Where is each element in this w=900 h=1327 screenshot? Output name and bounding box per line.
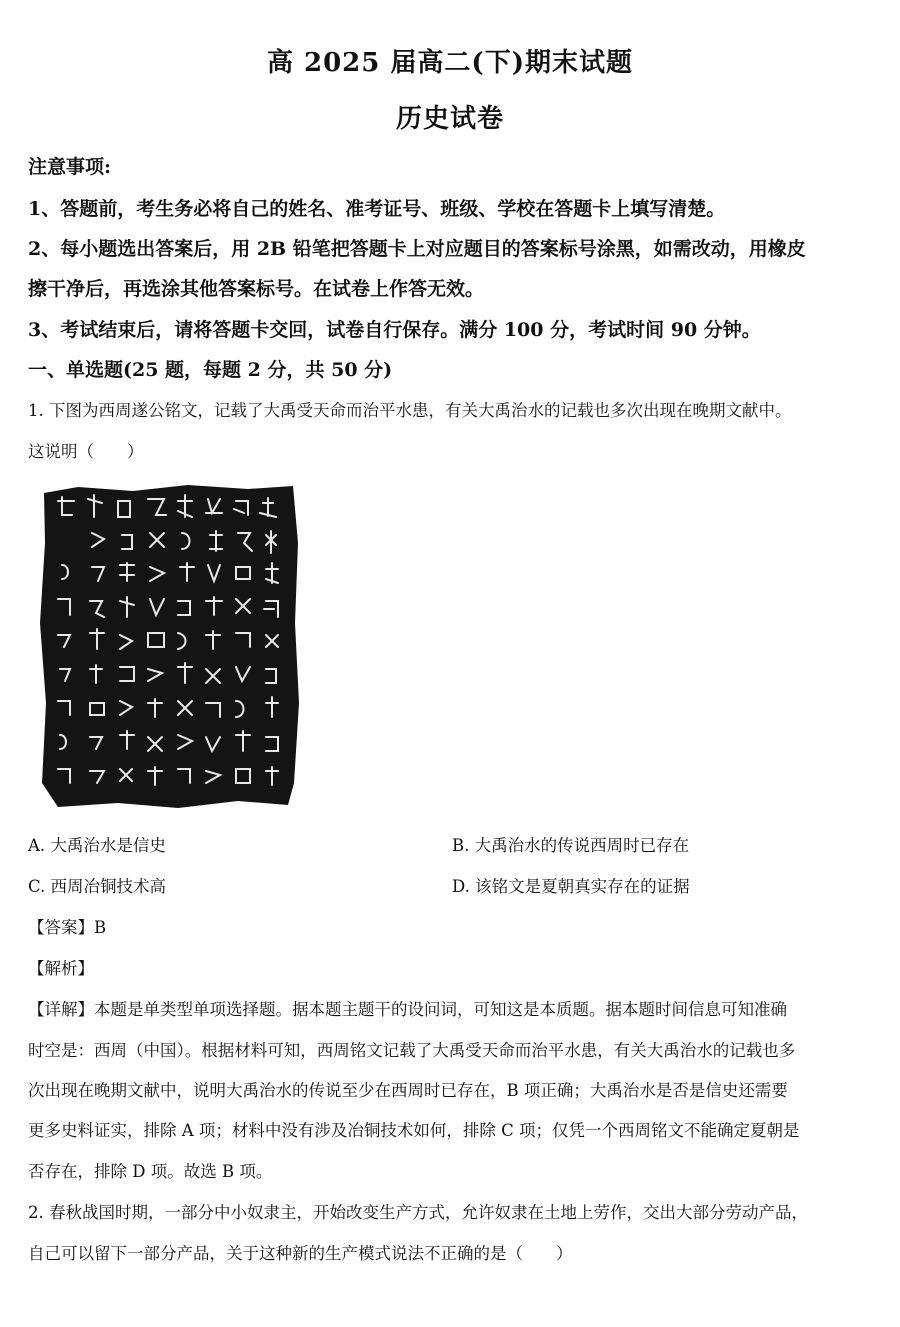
- q2-stem-line-1: 2. 春秋战国时期，一部分中小奴隶主，开始改变生产方式，允许奴隶在土地上劳作，交出大部分劳动产品，: [28, 1203, 808, 1222]
- exam-title: 高 2025 届高二(下)期末试题: [266, 48, 634, 78]
- q1-answer: 【答案】B: [28, 918, 107, 937]
- notice-item-1: 1、答题前，考生务必将自己的姓名、准考证号、班级、学校在答题卡上填写清楚。: [28, 198, 726, 220]
- q2-stem-line-2: 自己可以留下一部分产品，关于这种新的生产模式说法不正确的是（ ）: [28, 1244, 573, 1263]
- section-heading: 一、单选题(25 题，每题 2 分，共 50 分): [28, 359, 393, 381]
- q1-detail-line-2: 时空是：西周（中国）。根据材料可知，西周铭文记载了大禹受天命而治平水患，有关大禹治水的记载也多: [28, 1041, 796, 1060]
- q1-detail-line-4: 更多史料证实，排除 A 项；材料中没有涉及冶铜技术如何，排除 C 项；仅凭一个西周铭文不能确定夏朝是: [28, 1121, 800, 1140]
- q1-detail-line-1: 【详解】本题是单类型单项选择题。据本题主题干的设问词，可知这是本质题。据本题时间信息可知准确: [28, 1000, 787, 1019]
- q1-option-d: D. 该铭文是夏朝真实存在的证据: [452, 877, 690, 896]
- notice-item-2-line-2: 擦干净后，再选涂其他答案标号。在试卷上作答无效。: [28, 278, 485, 300]
- q1-option-c: C. 西周冶铜技术高: [28, 877, 167, 896]
- q1-detail-line-5: 否存在，排除 D 项。故选 B 项。: [28, 1162, 273, 1181]
- q1-detail-line-3: 次出现在晚期文献中，说明大禹治水的传说至少在西周时已存在，B 项正确；大禹治水是否是信史还需要: [28, 1081, 788, 1100]
- bronze-inscription-rubbing: [38, 483, 300, 811]
- q1-option-a: A. 大禹治水是信史: [28, 836, 166, 855]
- notice-item-2-line-1: 2、每小题选出答案后，用 2B 铅笔把答题卡上对应题目的答案标号涂黑，如需改动，用橡皮: [28, 238, 806, 260]
- exam-subtitle: 历史试卷: [395, 104, 504, 134]
- q1-stem-line-2: 这说明（ ）: [28, 442, 144, 461]
- notice-item-3: 3、考试结束后，请将答题卡交回，试卷自行保存。满分 100 分，考试时间 90 分钟。: [28, 319, 761, 341]
- q1-analysis-label: 【解析】: [28, 959, 94, 978]
- notice-heading: 注意事项:: [28, 156, 112, 178]
- q1-option-b: B. 大禹治水的传说西周时已存在: [452, 836, 690, 855]
- q1-stem-line-1: 1. 下图为西周遂公铭文，记载了大禹受天命而治平水患，有关大禹治水的记载也多次出现在晚期文献中。: [28, 401, 792, 420]
